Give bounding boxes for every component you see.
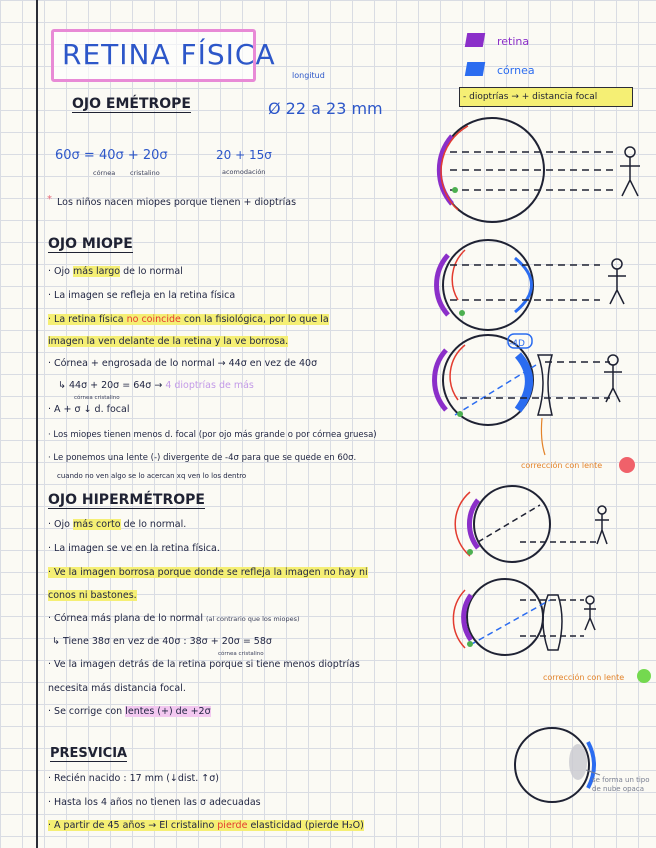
miope-bullet-8: · Le ponemos una lente (-) divergente de -4σ para que se quede en 60σ.: [48, 453, 357, 463]
hiper-bullet-3-cont: conos ni bastones.: [48, 590, 137, 601]
observer-figure-body: [620, 157, 640, 196]
divergent-lens: [538, 355, 552, 415]
eye-diameter: Ø 22 a 23 mm: [268, 99, 383, 118]
hiper-correction-label: corrección con lente: [543, 673, 625, 682]
miope-correction-label: corrección con lente: [521, 461, 603, 470]
emetrope-formula: 60σ = 40σ + 20σ: [55, 148, 168, 163]
formula-sub-acomodacion: acomodación: [222, 168, 266, 176]
presbicia-bullet-3: · A partir de 45 años → El cristalino pierde elasticidad (pierde H₂O): [48, 820, 364, 831]
miope-bullet-5-sub: córnea cristalino: [74, 395, 120, 401]
lens-power-label: -4D: [509, 339, 525, 349]
miope-bullet-2: · La imagen se refleja en la retina física: [48, 290, 236, 301]
miope-bullet-6: · A + σ ↓ d. focal: [48, 404, 130, 415]
miope-eye-diagram-1: [437, 240, 626, 330]
legend-retina-label: retina: [497, 35, 530, 48]
heading-emetrope: OJO EMÉTROPE: [72, 96, 191, 112]
hiper-eye-diagram-2: [453, 579, 596, 655]
presbicia-bullet-1: · Recién nacido : 17 mm (↓dist. ↑σ): [48, 773, 219, 784]
formula-sub-cristalino: cristalino: [130, 169, 160, 177]
hiper-bullet-5: ↳ Tiene 38σ en vez de 40σ : 38σ + 20σ = 58σ: [52, 636, 272, 647]
miope-bullet-4: · Córnea + engrosada de lo normal → 44σ en vez de 40σ: [48, 358, 318, 369]
longitud-label: longitud: [292, 71, 325, 80]
presbicia-side-note: se forma un tipo de nube opaca: [592, 776, 650, 793]
presbicia-bullet-2: · Hasta los 4 años no tienen las σ adecuadas: [48, 797, 261, 808]
heading-hipermetrope: OJO HIPERMÉTROPE: [48, 492, 205, 508]
miope-eye-outline: [443, 240, 533, 330]
observer-figure-head: [625, 147, 635, 157]
miope-bullet-3: · La retina física no coincide con la fisiológica, por lo que la: [48, 314, 329, 325]
page-title: RETINA FÍSICA: [62, 38, 276, 71]
presbicia-eye-diagram: [515, 728, 600, 802]
miope-correction-dot: [619, 457, 635, 473]
hiper-bullet-4: · Córnea más plana de lo normal (al contrario que los miopes): [48, 613, 300, 624]
cataract-cloud: [569, 744, 587, 780]
hiper-bullet-6: · Ve la imagen detrás de la retina porque si tiene menos dioptrías: [48, 659, 360, 670]
miope-eye-diagram-2: [435, 334, 622, 455]
miope-bullet-1: · Ojo más largo de lo normal: [48, 266, 183, 277]
hiper-bullet-2: · La imagen se ve en la retina física.: [48, 543, 220, 554]
legend-note: - dioptrías → + distancia focal: [463, 92, 598, 102]
miope-bullet-8-cont: cuando no ven algo se lo acercan xq ven lo los dentro: [57, 472, 247, 480]
miope-bullet-7: · Los miopes tienen menos d. focal (por ojo más grande o por córnea gruesa): [48, 430, 377, 440]
formula-sub-cornea: córnea: [93, 169, 116, 177]
asterisk-mark: *: [47, 194, 52, 205]
hiper-bullet-1: · Ojo más corto de lo normal.: [48, 519, 187, 530]
miope-bullet-5: ↳ 44σ + 20σ = 64σ → 4 dioptrías de más: [58, 380, 254, 391]
accommodation-formula: 20 + 15σ: [216, 148, 272, 162]
hiper-bullet-7: · Se corrige con lentes (+) de +2σ: [48, 706, 211, 717]
hiper-eye-diagram-1: [455, 486, 609, 562]
convergent-lens: [543, 595, 562, 650]
hiper-bullet-3: · Ve la imagen borrosa porque donde se refleja la imagen no hay ni: [48, 567, 368, 578]
hiper-bullet-5-sub: córnea cristalino: [218, 651, 264, 657]
heading-miope: OJO MIOPE: [48, 236, 133, 252]
emetrope-note: Los niños nacen miopes porque tienen + dioptrías: [57, 197, 297, 208]
emetrope-eye-diagram: [439, 118, 640, 222]
heading-presbicia: PRESVICIA: [50, 746, 128, 761]
legend-cornea-label: córnea: [497, 64, 535, 77]
hiper-bullet-6-cont: necesita más distancia focal.: [48, 683, 186, 694]
hiper-correction-dot: [637, 669, 651, 683]
miope-bullet-3-cont: imagen la ven delante de la retina y la ve borrosa.: [48, 336, 289, 347]
